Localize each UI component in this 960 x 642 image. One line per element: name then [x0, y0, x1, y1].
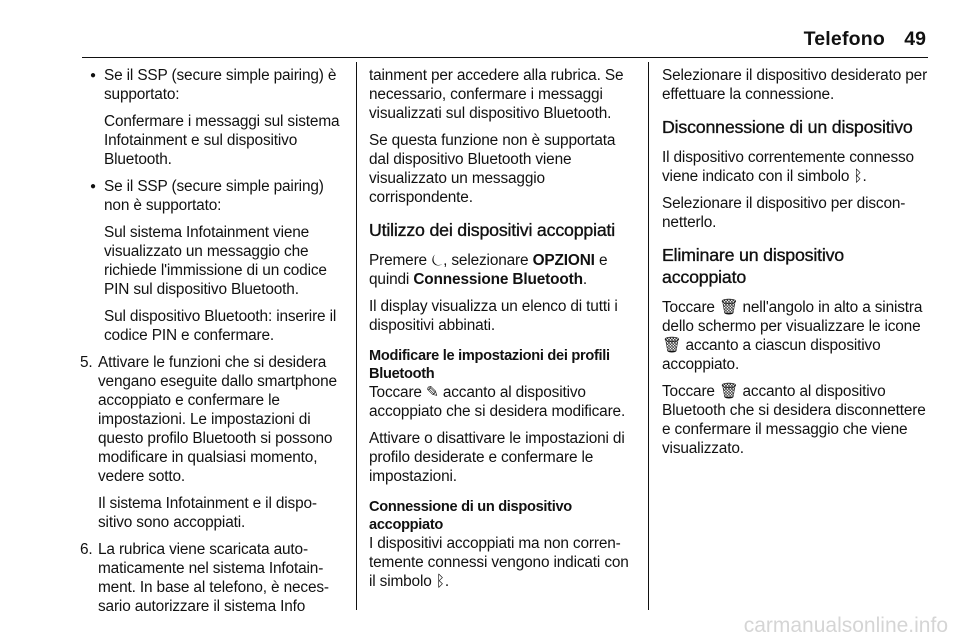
column-divider-2 — [648, 62, 649, 610]
phone-icon: ⏾ — [431, 252, 444, 269]
modify-instructions: Toccare ✎ accanto al dispositivo accoppiato che si desidera modificare. — [369, 384, 626, 420]
bluetooth-connected-icon: ᛒ — [853, 168, 863, 185]
step-5-result: Il sistema Infotainment e il dispositivo sono accoppiati. — [98, 495, 318, 531]
bullet-ssp-not-supported: ● Se il SSP (secure simple pairing) non è supportato: — [78, 177, 346, 215]
edit-icon: ✎ — [425, 384, 439, 401]
column-2 — [369, 66, 637, 599]
heading-delete-device: Eliminare un dispositivo accoppiato — [662, 245, 844, 287]
paired-instructions: Premere ⏾, selezionare OPZIONI e quindi Connessione Bluetooth. — [369, 252, 608, 288]
step-5 — [78, 353, 346, 486]
column-1 — [78, 66, 346, 624]
trash-icon: 🗑 — [662, 337, 682, 354]
bluetooth-connection-label: Connessione Bluetooth — [413, 271, 583, 288]
heading-disconnect-device: Disconnessione di un dispositivo — [662, 117, 913, 137]
bullet-ssp-not-supported-detail-1: Sul sistema Infotainment viene visualizzato un messaggio che richiede l'immissione di un codice PIN sul dispositivo Bluetooth. — [104, 224, 327, 298]
column-3 — [662, 66, 932, 466]
bluetooth-off-icon: ᛒ — [435, 573, 445, 590]
trash-icon: 🗑 — [718, 299, 739, 316]
select-device-note: Selezionare il dispositivo desiderato per effettuare la connessione. — [662, 67, 928, 103]
delete-instructions-1: Toccare 🗑 nell'angolo in alto a sinistra dello schermo per visualizzare le icone 🗑 accanto a ciascun dispositivo accoppiato. — [662, 299, 923, 373]
step-6-text: La rubrica viene scaricata automaticamente nel sistema Infotainment. In base al telefono, è necessario autorizzare il sistema Info — [98, 541, 330, 615]
paired-list-note: Il display visualizza un elenco di tutti i dispositivi abbinati. — [369, 298, 618, 334]
page-header — [0, 0, 960, 60]
connected-symbol-note: Il dispositivo correntemente connesso viene indicato con il simbolo ᛒ. — [662, 149, 914, 185]
heading-modify-profiles: Modificare le impostazioni dei profili Bluetooth — [369, 348, 610, 382]
step-6-continued: tainment per accedere alla rubrica. Se necessario, confermare i messaggi visualizzati sul dispositivo Bluetooth. — [369, 67, 624, 122]
watermark: carmanualsonline.info — [743, 614, 948, 637]
profile-settings-note: Attivare o disattivare le impostazioni di profilo desiderate e confermare le impostazioni. — [369, 430, 625, 485]
step-5-text: Attivare le funzioni che si desidera vengano eseguite dallo smartphone accoppiato e confermare le impostazioni. Le impostazioni di questo profilo Bluetooth si possono modificare in qualsiasi momento, vedere sotto. — [98, 354, 337, 485]
page-number: 49 — [904, 28, 926, 50]
heading-paired-devices: Utilizzo dei dispositivi accoppiati — [369, 220, 616, 240]
step-6 — [78, 540, 346, 616]
options-label: OPZIONI — [532, 252, 595, 269]
disconnect-instructions: Selezionare il dispositivo per disconnetterlo. — [662, 195, 906, 231]
connect-instructions: I dispositivi accoppiati ma non correntemente connessi vengono indicati con il simbolo ᛒ. — [369, 535, 629, 590]
step-5-number: 5. — [80, 354, 93, 371]
bullet-ssp-supported-detail: Confermare i messaggi sul sistema Infotainment e sul dispositivo Bluetooth. — [104, 113, 340, 168]
unsupported-note: Se questa funzione non è supportata dal dispositivo Bluetooth viene visualizzato un messaggio corrispondente. — [369, 132, 616, 206]
page-title: Telefono — [803, 28, 885, 50]
delete-instructions-2: Toccare 🗑 accanto al dispositivo Bluetooth che si desidera disconnettere e confermare il messaggio che viene visualizzato. — [662, 383, 926, 457]
bullet-ssp-not-supported-detail-2: Sul dispositivo Bluetooth: inserire il codice PIN e confermare. — [104, 308, 337, 344]
header-rule — [82, 57, 928, 58]
heading-connect-device: Connessione di un dispositivo accoppiato — [369, 499, 572, 533]
step-6-number: 6. — [80, 541, 93, 558]
trash-icon: 🗑 — [718, 383, 739, 400]
bullet-ssp-supported: ● Se il SSP (secure simple pairing) è supportato: — [78, 66, 346, 104]
column-divider-1 — [356, 62, 357, 610]
